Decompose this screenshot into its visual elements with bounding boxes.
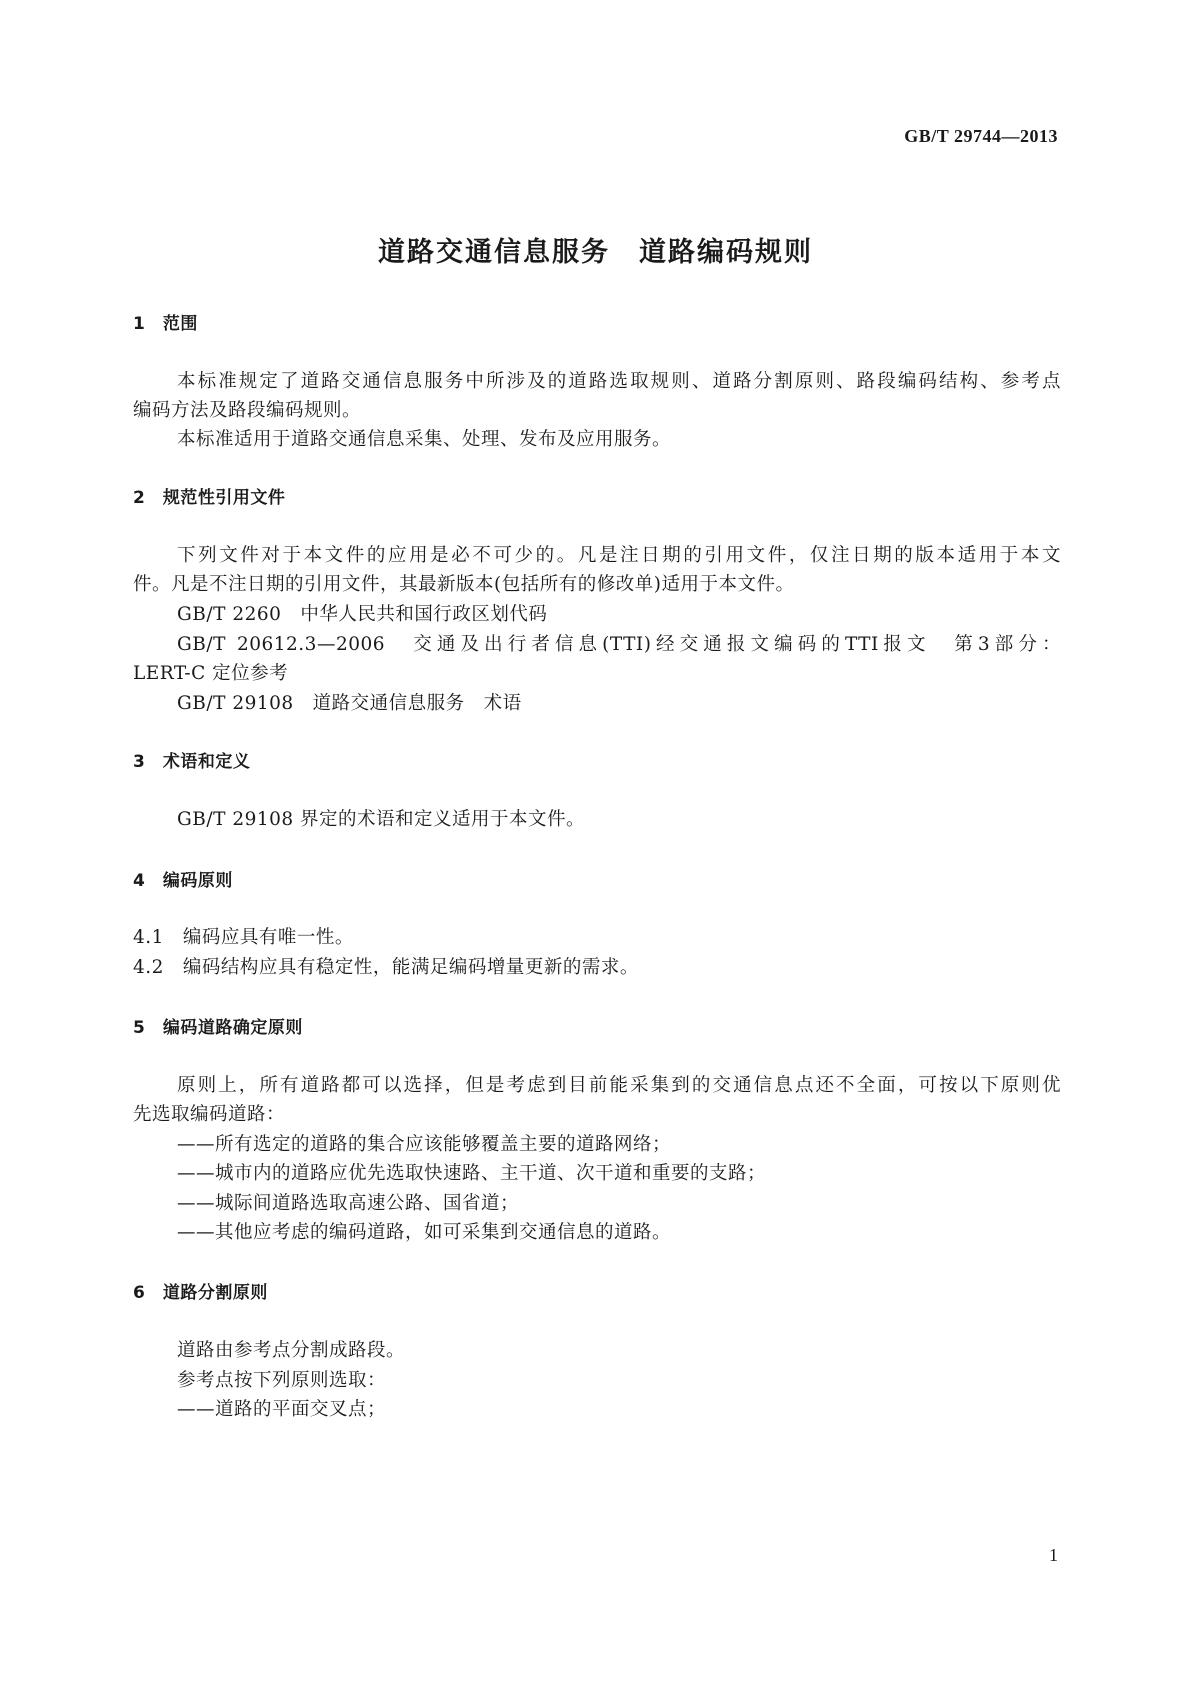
- section-1-paragraph-2: 本标准适用于道路交通信息采集、处理、发布及应用服务。: [177, 429, 672, 450]
- section-3-paragraph: GB/T 29108 界定的术语和定义适用于本文件。: [177, 809, 586, 830]
- section-5-paragraph-line-2: 先选取编码道路：: [133, 1104, 286, 1125]
- page-number: 1: [1049, 1545, 1058, 1565]
- section-6-heading: 6 道路分割原则: [133, 1283, 268, 1303]
- standard-number: GB/T 29744—2013: [904, 126, 1058, 146]
- reference-gbt-20612-3: GB/T 20612.3—2006 交通及出行者信息(TTI)经交通报文编码的TTI报文 第3部分：: [177, 634, 1061, 655]
- clause-4-2: 4.2 编码结构应具有稳定性，能满足编码增量更新的需求。: [133, 957, 639, 978]
- section-1-paragraph-1-line-2: 编码方法及路段编码规则。: [133, 400, 362, 421]
- section-2-heading: 2 规范性引用文件: [133, 488, 286, 508]
- document-title: 道路交通信息服务 道路编码规则: [378, 237, 813, 268]
- clause-4-1: 4.1 编码应具有唯一性。: [133, 927, 354, 948]
- section-5-bullet: ——其他应考虑的编码道路，如可采集到交通信息的道路。: [177, 1222, 672, 1243]
- reference-gbt-20612-3-continued: LERT-C 定位参考: [133, 663, 289, 684]
- section-1-heading: 1 范围: [133, 314, 198, 334]
- section-6-bullet: ——道路的平面交叉点；: [177, 1399, 387, 1420]
- section-1-paragraph-1-line-1: 本标准规定了道路交通信息服务中所涉及的道路选取规则、道路分割原则、路段编码结构、参考点: [177, 371, 1061, 392]
- reference-gbt-2260: GB/T 2260 中华人民共和国行政区划代码: [177, 604, 548, 625]
- section-2-paragraph-1-line-2: 件。凡是不注日期的引用文件，其最新版本(包括所有的修改单)适用于本文件。: [133, 574, 795, 595]
- section-5-heading: 5 编码道路确定原则: [133, 1018, 303, 1038]
- section-3-heading: 3 术语和定义: [133, 752, 251, 772]
- section-5-bullet: ——城市内的道路应优先选取快速路、主干道、次干道和重要的支路；: [177, 1163, 767, 1184]
- section-6-paragraph-2: 参考点按下列原则选取：: [177, 1370, 387, 1391]
- section-5-paragraph-line-1: 原则上，所有道路都可以选择，但是考虑到目前能采集到的交通信息点还不全面，可按以下原则优: [177, 1075, 1061, 1096]
- section-2-paragraph-1-line-1: 下列文件对于本文件的应用是必不可少的。凡是注日期的引用文件，仅注日期的版本适用于本文: [177, 545, 1061, 566]
- section-5-bullet: ——城际间道路选取高速公路、国省道；: [177, 1193, 520, 1214]
- section-6-paragraph-1: 道路由参考点分割成路段。: [177, 1340, 406, 1361]
- section-5-bullet: ——所有选定的道路的集合应该能够覆盖主要的道路网络；: [177, 1134, 672, 1155]
- reference-gbt-29108: GB/T 29108 道路交通信息服务 术语: [177, 693, 522, 714]
- section-4-heading: 4 编码原则: [133, 871, 233, 891]
